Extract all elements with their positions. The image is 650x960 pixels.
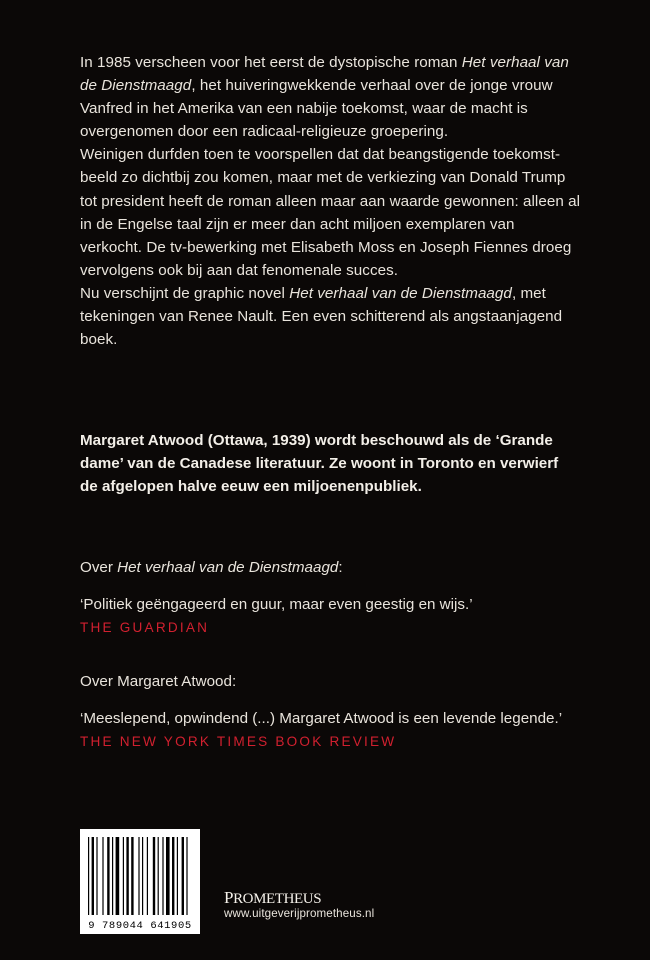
logo-text: ROMETHEUS <box>233 891 322 907</box>
barcode-bar <box>116 837 120 915</box>
barcode-bar <box>162 837 163 915</box>
synopsis-text: In 1985 verscheen voor het eerst de dystopische roman <box>80 54 462 71</box>
synopsis <box>80 51 580 351</box>
review-intro-text: Over <box>80 559 118 576</box>
synopsis-text: , met tekeningen van Renee Nault. Een even schitterend als angstaanjagend boek. <box>80 284 563 349</box>
barcode-bar <box>158 837 159 915</box>
isbn-number: 9 789044 641905 <box>88 920 192 932</box>
barcode-bar <box>182 837 184 915</box>
review-source: THE GUARDIAN <box>80 620 210 635</box>
logo-initial: P <box>224 888 234 907</box>
publisher-logo <box>224 888 321 908</box>
isbn-barcode <box>80 829 200 934</box>
book-title: Het verhaal van de Dienstmaagd <box>117 559 339 576</box>
synopsis-text: Nu verschijnt de graphic novel <box>80 284 290 302</box>
barcode-bar <box>172 837 174 915</box>
barcode-bar <box>166 837 170 915</box>
review-quote: ‘Politiek geëngageerd en guur, maar even geestig en wijs.’ <box>80 596 473 613</box>
barcode-bar <box>153 837 155 915</box>
book-title: Het verhaal van de Dienstmaagd <box>289 284 512 302</box>
review-intro: Over Margaret Atwood: <box>80 673 237 690</box>
review-intro <box>80 557 600 579</box>
review-guardian <box>80 557 600 638</box>
book-title: Het verhaal van de Dienstmaagd <box>80 54 569 95</box>
synopsis-paragraph-3 <box>80 282 580 351</box>
barcode-bar <box>177 837 178 915</box>
barcode-bar <box>126 837 128 915</box>
barcode-bar <box>112 837 113 915</box>
barcode-bar <box>92 837 94 915</box>
review-source: THE NEW YORK TIMES BOOK REVIEW <box>80 734 397 749</box>
review-intro-text: : <box>338 559 343 576</box>
synopsis-paragraph-1 <box>80 51 580 143</box>
synopsis-text: , het huiveringwekkende verhaal over de jonge vrouw Vanfred in het Amerika van een nabije toekomst, waar de macht is overgenomen door een radicaal-religieuze groepering. <box>80 77 553 141</box>
barcode-bar <box>147 837 148 915</box>
barcode-bar <box>138 837 139 915</box>
author-bio: Margaret Atwood (Ottawa, 1939) wordt beschouwd als de ‘Grande dame’ van de Canadese literatuur. Ze woont in Toronto en verwierf de afgelopen halve eeuw een miljoenenpubliek. <box>80 432 559 496</box>
barcode-bar <box>107 837 109 915</box>
synopsis-paragraph-2: Weinigen durfden toen te voorspellen dat dat beangstigende toekomst-beeld zo dichtbij zou komen, maar met de verkiezing van Donald Trump tot president heeft de roman alleen maar aan waarde gewonnen: alleen al in de Engelse taal zijn er meer dan acht miljoen exemplaren van verkocht. De tv-bewerking met Elisabeth Moss en Joseph Fiennes droeg vervolgens ook bij aan dat fenomenale succes. <box>80 146 581 279</box>
barcode-bar <box>123 837 124 915</box>
barcode-bar <box>131 837 133 915</box>
barcode-bar <box>102 837 103 915</box>
barcode-bar <box>96 837 97 915</box>
barcode-bar <box>186 837 187 915</box>
barcode-bar <box>142 837 143 915</box>
barcode-bars <box>80 829 200 919</box>
review-nyt <box>80 671 600 752</box>
review-quote: ‘Meeslepend, opwindend (...) Margaret Atwood is een levende legende.’ <box>80 710 563 727</box>
publisher-website: www.uitgeverijprometheus.nl <box>224 907 375 920</box>
barcode-bar <box>88 837 89 915</box>
